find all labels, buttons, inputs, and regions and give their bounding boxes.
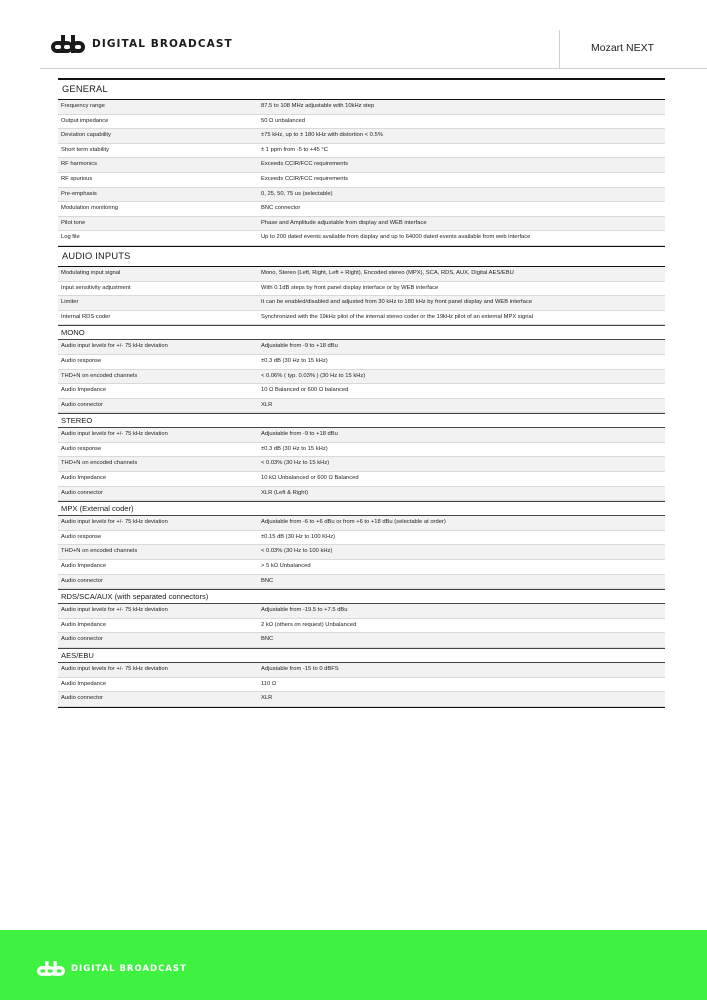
spec-value: > 5 kΩ Unbalanced: [261, 563, 311, 570]
rows-rds: [58, 604, 665, 649]
spec-label: Frequency range: [61, 103, 105, 109]
spec-label: Modulating input signal: [61, 269, 121, 276]
spec-label: Audio input levels for +/- 75 kHz deviation: [61, 519, 168, 526]
page-header: [0, 0, 707, 68]
spec-label: Pilot tone: [61, 219, 86, 226]
footer-brand-logo: [37, 961, 187, 976]
spec-label: Audio Impedance: [61, 387, 107, 394]
spec-value: Adjustable from -15 to 0 dBFS: [261, 666, 339, 672]
spec-row: [58, 663, 665, 678]
spec-label: Audio Impedance: [61, 475, 107, 482]
spec-row: [58, 692, 665, 707]
spec-value: Phase and Amplitude adjustable from display and WEB interface: [261, 219, 427, 226]
spec-label: Limiter: [61, 299, 79, 306]
db-logo-icon: [51, 35, 85, 53]
spec-row: [58, 296, 665, 311]
spec-label: THD+N on encoded channels: [61, 460, 138, 467]
spec-value: < 0.06% ( typ. 0.03% ) (30 Hz to 15 kHz): [261, 372, 366, 379]
spec-row: [58, 129, 665, 144]
spec-label: Audio input levels for +/- 75 kHz deviation: [61, 607, 168, 614]
spec-row: [58, 633, 665, 648]
rows-general: [58, 100, 665, 247]
spec-label: Audio connector: [61, 636, 103, 643]
spec-label: Pre-emphasis: [61, 190, 97, 197]
brand-logo: [51, 35, 233, 53]
spec-row: [58, 560, 665, 575]
subsection-title-mpx: MPX (External coder): [58, 501, 665, 516]
section-title-audio-inputs: AUDIO INPUTS: [58, 247, 665, 267]
spec-label: RF spurious: [61, 175, 93, 182]
spec-value: XLR: [261, 401, 273, 408]
spec-value: 10 Ω Balanced or 600 Ω balanced: [261, 387, 349, 394]
spec-value: Up to 200 dated events available from display and up to 64000 dated events available from web interface: [261, 234, 531, 241]
spec-row: [58, 144, 665, 159]
spec-row: [58, 575, 665, 590]
spec-label: Audio response: [61, 445, 102, 452]
spec-row: [58, 340, 665, 355]
spec-value: With 0.1dB steps by front panel display interface or by WEB interface: [261, 284, 439, 291]
spec-row: [58, 311, 665, 326]
spec-row: [58, 202, 665, 217]
spec-value: < 0.03% (30 Hz to 15 kHz): [261, 460, 330, 467]
header-rule: [40, 68, 707, 69]
spec-value: 10 kΩ Unbalanced or 600 Ω Balanced: [261, 475, 359, 482]
spec-value: 0, 25, 50, 75 us (selectable): [261, 190, 333, 197]
spec-value: < 0.03% (30 Hz to 100 kHz): [261, 548, 333, 555]
spec-row: [58, 370, 665, 385]
spec-table: [58, 78, 665, 708]
brand-name: DIGITAL BROADCAST: [92, 38, 233, 50]
spec-value: 50 Ω unbalanced: [261, 117, 305, 124]
spec-row: [58, 384, 665, 399]
spec-row: [58, 443, 665, 458]
spec-row: [58, 531, 665, 546]
spec-row: [58, 516, 665, 531]
spec-label: Audio connector: [61, 577, 103, 584]
subsection-title-mono: MONO: [58, 325, 665, 340]
spec-value: 2 kΩ (others on request) Unbalanced: [261, 621, 357, 628]
db-logo-icon: [37, 961, 65, 976]
spec-label: Audio Impedance: [61, 680, 107, 687]
spec-label: Short term stability: [61, 146, 109, 153]
spec-label: THD+N on encoded channels: [61, 548, 138, 555]
spec-value: ±0.3 dB (30 Hz to 15 kHz): [261, 445, 328, 452]
spec-row: [58, 173, 665, 188]
spec-row: [58, 545, 665, 560]
spec-label: THD+N on encoded channels: [61, 372, 138, 379]
spec-row: [58, 472, 665, 487]
spec-value: Adjustable from -9 to +18 dBu: [261, 343, 338, 350]
spec-row: [58, 487, 665, 502]
section-title-general: GENERAL: [58, 80, 665, 100]
spec-label: Modulation monitoring: [61, 205, 119, 212]
spec-value: Adjustable from -19.5 to +7.5 dBu: [261, 607, 348, 614]
footer-brand-name: DIGITAL BROADCAST: [71, 963, 187, 974]
rows-aes: [58, 663, 665, 708]
spec-value: ±75 kHz, up to ± 180 kHz with distortion < 0.5%: [261, 132, 383, 139]
spec-value: Exceeds CCIR/FCC requirements: [261, 161, 348, 168]
product-name: Mozart NEXT: [591, 42, 655, 54]
spec-value: BNC: [261, 636, 274, 643]
subsection-title-rds: RDS/SCA/AUX (with separated connectors): [58, 589, 665, 604]
spec-label: Audio connector: [61, 695, 103, 702]
subsection-title-stereo: STEREO: [58, 413, 665, 428]
spec-row: [58, 678, 665, 693]
spec-value: BNC connector: [261, 205, 301, 212]
spec-row: [58, 282, 665, 297]
spec-value: 87.5 to 108 MHz adjustable with 10kHz step: [261, 103, 375, 109]
spec-value: XLR (Left & Right): [261, 489, 309, 496]
spec-label: Audio input levels for +/- 75 kHz deviation: [61, 343, 168, 350]
page-footer: [0, 930, 707, 1000]
spec-row: [58, 267, 665, 282]
spec-label: Input sensitivity adjustment: [61, 284, 131, 291]
spec-row: [58, 217, 665, 232]
spec-label: Audio input levels for +/- 75 kHz deviation: [61, 431, 168, 438]
spec-value: ±0.15 dB (30 Hz to 100 KHz): [261, 533, 336, 540]
spec-row: [58, 231, 665, 246]
spec-row: [58, 619, 665, 634]
rows-stereo: [58, 428, 665, 502]
spec-value: BNC: [261, 577, 274, 584]
spec-label: RF harmonics: [61, 161, 98, 168]
spec-row: [58, 604, 665, 619]
spec-label: Deviation capability: [61, 132, 111, 139]
spec-value: XLR: [261, 695, 273, 702]
spec-label: Audio response: [61, 533, 102, 540]
spec-value: It can be enabled/disabled and adjusted from 30 kHz to 180 kHz by front panel display and WEB interface: [261, 299, 533, 306]
spec-value: Synchronized with the 19kHz pilot of the internal stereo coder or the 19kHz pilot of an external MPX signal: [261, 313, 533, 320]
spec-row: [58, 428, 665, 443]
spec-label: Internal RDS coder: [61, 313, 111, 320]
spec-value: Adjustable from -6 to +6 dBu or from +6 to +18 dBu (selectable at order): [261, 519, 446, 526]
spec-label: Output impedance: [61, 117, 109, 124]
rows-mpx: [58, 516, 665, 590]
header-divider: [559, 30, 560, 68]
spec-label: Audio response: [61, 357, 102, 364]
spec-row: [58, 100, 665, 115]
spec-label: Audio Impedance: [61, 621, 107, 628]
spec-row: [58, 355, 665, 370]
spec-row: [58, 188, 665, 203]
rows-mono: [58, 340, 665, 414]
spec-value: Mono, Stereo (Left, Right, Left + Right), Encoded stereo (MPX), SCA, RDS, AUX, Digital AES/EBU: [261, 269, 514, 276]
spec-label: Audio connector: [61, 401, 103, 408]
rows-audio-inputs: [58, 267, 665, 326]
spec-row: [58, 457, 665, 472]
spec-value: Adjustable from -9 to +18 dBu: [261, 431, 338, 438]
spec-value: 110 Ω: [261, 680, 277, 687]
spec-label: Audio input levels for +/- 75 kHz deviation: [61, 666, 168, 672]
subsection-title-aes: AES/EBU: [58, 648, 665, 663]
spec-value: ± 1 ppm from -5 to +45 °C: [261, 146, 328, 153]
spec-label: Audio Impedance: [61, 563, 107, 570]
spec-row: [58, 399, 665, 414]
spec-row: [58, 115, 665, 130]
spec-value: ±0.3 dB (30 Hz to 15 kHz): [261, 357, 328, 364]
spec-row: [58, 158, 665, 173]
spec-label: Audio connector: [61, 489, 103, 496]
spec-value: Exceeds CCIR/FCC requirements: [261, 175, 348, 182]
spec-label: Log file: [61, 234, 80, 241]
